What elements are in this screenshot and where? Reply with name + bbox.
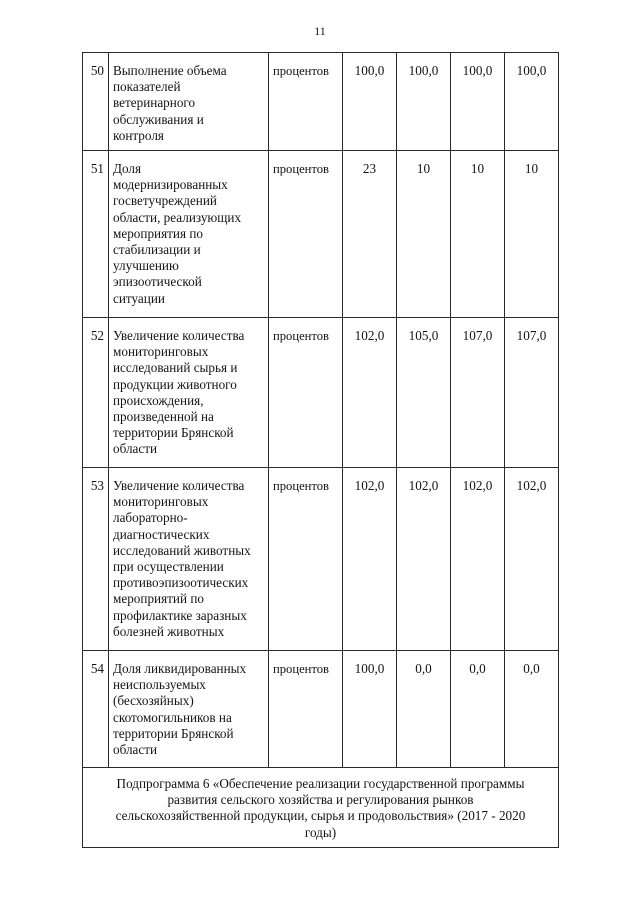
row-number: 51 [83,151,109,318]
value-2020: 0,0 [505,651,559,768]
indicator-name-line: мониторинговых [113,344,209,360]
indicator-name-line: обслуживания и [113,111,204,127]
table-row [83,468,559,651]
indicator-name [109,151,269,318]
unit-cell: процентов [269,53,343,151]
subprogram-heading-line: Подпрограмма 6 «Обеспечение реализации государственной программы [116,776,525,792]
indicator-name [109,318,269,468]
table-row [83,151,559,318]
indicators-table-body [83,53,559,848]
indicator-name-line: исследований животных [113,542,251,558]
value-2017: 100,0 [343,53,397,151]
indicator-name-line: мониторинговых [113,494,209,510]
value-2018: 100,0 [397,53,451,151]
indicator-name-line: территории Брянской [113,725,234,741]
indicator-name-line: лабораторно- [113,510,188,526]
value-2019: 10 [451,151,505,318]
value-2020: 100,0 [505,53,559,151]
indicator-name-line: показателей [113,79,181,95]
value-2017: 100,0 [343,651,397,768]
unit-cell: процентов [269,151,343,318]
value-2019: 100,0 [451,53,505,151]
indicator-name-line: исследований сырья и [113,360,238,376]
indicator-name-line: ситуации [113,290,165,306]
subprogram-heading-line: годы) [304,824,337,840]
indicator-name-line: модернизированных [113,177,228,193]
unit-cell: процентов [269,468,343,651]
value-2019: 0,0 [451,651,505,768]
row-number: 54 [83,651,109,768]
unit-cell: процентов [269,318,343,468]
value-2017: 23 [343,151,397,318]
indicator-name-line: профилактике заразных [113,607,247,623]
value-2017: 102,0 [343,318,397,468]
indicator-name-line: области [113,441,158,457]
value-2019: 102,0 [451,468,505,651]
indicator-name-line: госветучреждений [113,193,217,209]
indicator-name-line: области, реализующих [113,209,242,225]
value-2018: 0,0 [397,651,451,768]
indicator-name-line: Выполнение объема [113,63,227,78]
indicator-name-line: при осуществлении [113,559,224,575]
value-2018: 105,0 [397,318,451,468]
indicator-name-line: скотомогильников на [113,709,232,725]
value-2018: 10 [397,151,451,318]
indicator-name-line: произведенной на [113,409,214,425]
row-number: 53 [83,468,109,651]
indicator-name-line: улучшению [113,258,179,274]
value-2020: 102,0 [505,468,559,651]
unit-cell: процентов [269,651,343,768]
indicator-name-line: Увеличение количества [113,478,245,494]
indicator-name-line: стабилизации и [113,242,201,258]
indicator-name-line: Доля [113,161,142,177]
value-2018: 102,0 [397,468,451,651]
indicator-name-line: территории Брянской [113,425,234,441]
indicator-name-line: области [113,742,158,758]
value-2020: 107,0 [505,318,559,468]
subprogram-heading-line: сельскохозяйственной продукции, сырья и продовольствия» (2017 - 2020 [115,808,526,824]
subprogram-row [83,768,559,848]
indicator-name-line: болезней животных [113,623,225,639]
indicator-name-line: Доля ликвидированных [113,661,247,677]
indicator-name-line: происхождения, [113,392,204,408]
table-row [83,318,559,468]
value-2020: 10 [505,151,559,318]
indicator-name-line: контроля [113,127,164,143]
indicator-name-line: неиспользуемых [113,677,206,693]
row-number: 50 [83,53,109,151]
indicator-name-line: Увеличение количества [113,328,245,344]
indicators-table [82,52,559,848]
indicator-name-line: диагностических [113,526,210,542]
indicator-name-line: противоэпизоотических [113,575,249,591]
indicator-name-line: продукции животного [113,376,237,392]
indicator-name [109,651,269,768]
indicator-name [109,468,269,651]
row-number: 52 [83,318,109,468]
indicator-name-line: (бесхозяйных) [113,693,194,709]
indicator-name-line: мероприятий по [113,591,204,607]
table-row [83,651,559,768]
indicator-name-line: мероприятия по [113,225,203,241]
subprogram-heading [83,768,559,848]
page-number: 11 [314,24,326,38]
table-row [83,53,559,151]
subprogram-heading-line: развития сельского хозяйства и регулирования рынков [167,792,474,808]
value-2017: 102,0 [343,468,397,651]
value-2019: 107,0 [451,318,505,468]
indicator-name-line: эпизоотической [113,274,202,290]
indicator-name [109,53,269,151]
indicator-name-line: ветеринарного [113,95,196,111]
